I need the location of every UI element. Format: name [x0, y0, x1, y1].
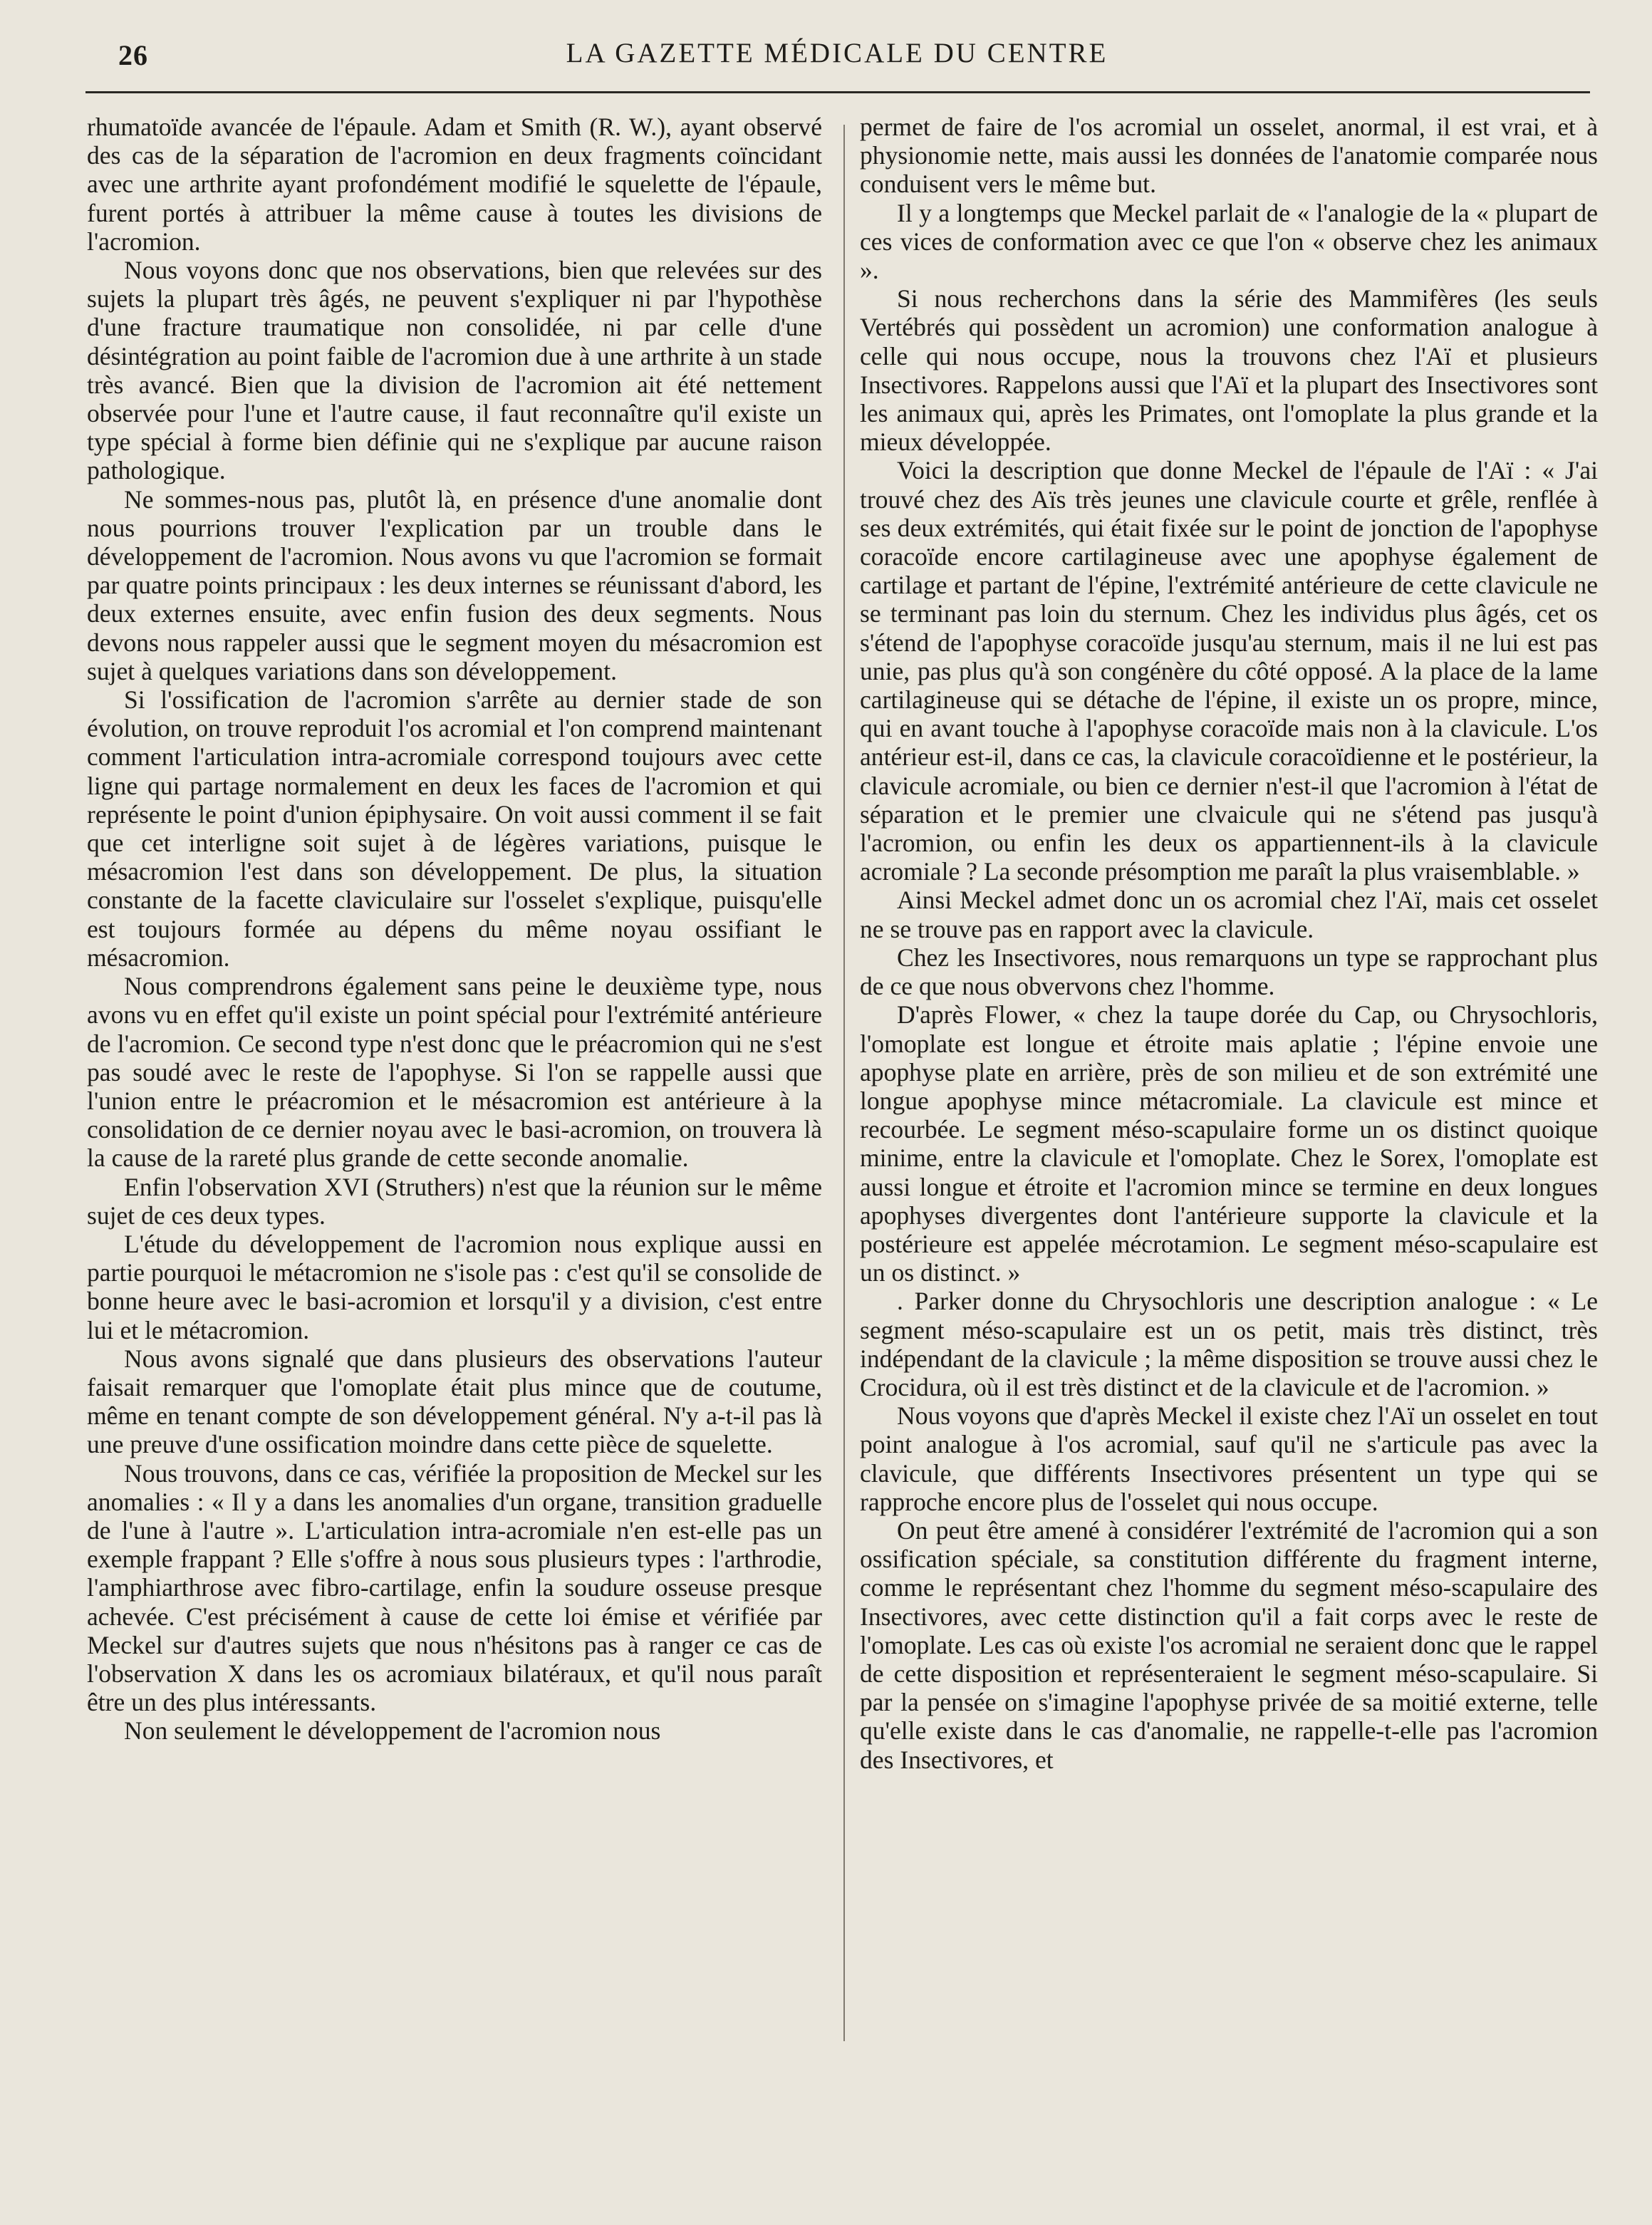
running-title: LA GAZETTE MÉDICALE DU CENTRE [566, 38, 1108, 68]
paragraph: Chez les Insectivores, nous remarquons un type se rapprochant plus de ce que nous obvervons chez l'homme. [860, 943, 1598, 1001]
paragraph: Ainsi Meckel admet donc un os acromial chez l'Aï, mais cet osselet ne se trouve pas en rapport avec la clavicule. [860, 886, 1598, 943]
paragraph: Nous voyons que d'après Meckel il existe chez l'Aï un osselet en tout point analogue à l'os acromial, sauf qu'il ne s'articule pas avec la clavicule, que différents Insectivores présentent un type qui se rapproche encore plus de l'osselet qui nous occupe. [860, 1401, 1598, 1516]
paragraph: Nous trouvons, dans ce cas, vérifiée la proposition de Meckel sur les anomalies : « Il y a dans les anomalies d'un organe, transition graduelle de l'une à l'autre ». L'articulation intra-acromiale n'en est-elle pas un exemple frappant ? Elle s'offre à nous sous plusieurs types : l'arthrodie, l'amphiarthrose avec fibro-cartilage, enfin la soudure osseuse presque achevée. C'est précisément à cause de cette loi émise et vérifiée par Meckel sur d'autres sujets que nous n'hésitons pas à ranger ce cas de l'observation X dans les os acromiaux bilatéraux, et qu'il nous paraît être un des plus intéressants. [87, 1458, 822, 1717]
paragraph: Nous voyons donc que nos observations, bien que relevées sur des sujets la plupart très âgés, ne peuvent s'expliquer ni par l'hypothèse d'une fracture traumatique non consolidée, ni par celle d'une désintégration au point faible de l'acromion due à une arthrite à un stade très avancé. Bien que la division de l'acromion ait été nettement observée pour l'une et l'autre cause, il faut reconnaître qu'il existe un type spécial à forme bien définie qui ne s'explique par aucune raison pathologique. [87, 256, 822, 485]
header-rule [85, 91, 1590, 93]
paragraph: Nous comprendrons également sans peine le deuxième type, nous avons vu en effet qu'il existe un point spécial pour l'extrémité antérieure de l'acromion. Ce second type n'est donc que le préacromion qui ne s'est pas soudé avec le reste de l'apophyse. Si l'on se rappelle aussi que l'union entre le préacromion et le mésacromion est antérieure à la consolidation de ce dernier noyau avec le basi-acromion, on trouvera là la cause de la rareté plus grande de cette seconde anomalie. [87, 972, 822, 1173]
right-column [860, 113, 1598, 1774]
paragraph: Si l'ossification de l'acromion s'arrête au dernier stade de son évolution, on trouve reproduit l'os acromial et l'on comprend maintenant comment l'articulation intra-acromiale correspond toujours avec cette ligne qui partage normalement en deux les faces de l'acromion et qui représente le point d'union épiphysaire. On voit aussi comment il se fait que cet interligne soit sujet à de légères variations, puisque le mésacromion l'est dans son développement. De plus, la situation constante de la facette claviculaire sur l'osselet s'explique, puisqu'elle est toujours formée au dépens du même noyau ossifiant le mésacromion. [87, 685, 822, 972]
left-column [87, 113, 822, 1746]
paragraph: . Parker donne du Chrysochloris une description analogue : « Le segment méso-scapulaire est un os petit, mais très distinct, très indépendant de la clavicule ; la même disposition se trouve aussi chez le Crocidura, où il est très distinct et de la clavicule et de l'acromion. » [860, 1287, 1598, 1401]
page-number: 26 [118, 39, 148, 71]
page-header [85, 36, 1589, 76]
paragraph: Il y a longtemps que Meckel parlait de « l'analogie de la « plupart de ces vices de conformation avec ce que l'on « observe chez les animaux ». [860, 198, 1598, 285]
paragraph: rhumatoïde avancée de l'épaule. Adam et Smith (R. W.), ayant observé des cas de la séparation de l'acromion en deux fragments coïncidant avec une arthrite ayant profondément modifié le squelette de l'épaule, furent portés à attribuer la même cause à toutes les divisions de l'acromion. [87, 113, 822, 256]
paragraph: Si nous recherchons dans la série des Mammifères (les seuls Vertébrés qui possèdent un acromion) une conformation analogue à celle qui nous occupe, nous la trouvons chez l'Aï et plusieurs Insectivores. Rappelons aussi que l'Aï et la plupart des Insectivores sont les animaux qui, après les Primates, ont l'omoplate la plus grande et la mieux développée. [860, 284, 1598, 457]
paragraph: Non seulement le développement de l'acromion nous [124, 1716, 661, 1746]
paragraph: Enfin l'observation XVI (Struthers) n'est que la réunion sur le même sujet de ces deux types. [87, 1172, 822, 1230]
paragraph: D'après Flower, « chez la taupe dorée du Cap, ou Chrysochloris, l'omoplate est longue et étroite mais aplatie ; l'épine envoie une apophyse plate en arrière, près de son milieu et de son extrémité une longue apophyse mince métacromiale. La clavicule est mince et recourbée. Le segment méso-scapulaire forme un os distinct quoique minime, entre la clavicule et l'omoplate. Chez le Sorex, l'omoplate est aussi longue et étroite et l'acromion mince se termine en deux longues apophyses divergentes dont l'antérieure supporte la clavicule et la postérieure est appelée mécrotamion. Le segment méso-scapulaire est un os distinct. » [860, 1000, 1598, 1287]
paragraph: Voici la description que donne Meckel de l'épaule de l'Aï : « J'ai trouvé chez des Aïs très jeunes une clavicule courte et grêle, renflée à ses deux extrémités, qui était fixée sur le point de jonction de l'apophyse coracoïde encore cartilagineuse avec une apophyse également de cartilage et partant de l'épine, l'extrémité antérieure de cette clavicule ne se terminant pas loin du sternum. Chez les individus plus âgés, cet os s'étend de l'apophyse coracoïde jusqu'au sternum, mais il ne lui est pas unie, pas plus qu'à son congénère du côté opposé. A la place de la lame cartilagineuse qui se détache de l'épine, il existe un os propre, mince, qui en avant touche à l'apophyse coracoïde mais non à la clavicule. L'os antérieur est-il, dans ce cas, la clavicule coracoïdienne et le postérieur, la clavicule acromiale, ou bien ce dernier n'est-il que l'acromion à l'état de séparation et le premier une clvaicule qui ne s'étend pas jusqu'à l'acromion, ou enfin les deux os appartiennent-ils à la clavicule acromiale ? La seconde présomption me paraît la plus vraisemblable. » [860, 456, 1598, 886]
paragraph: L'étude du développement de l'acromion nous explique aussi en partie pourquoi le métacromion ne s'isole pas : c'est qu'il se consolide de bonne heure avec le basi-acromion et lorsqu'il y a division, c'est entre lui et le métacromion. [87, 1229, 822, 1344]
column-divider [843, 125, 845, 2041]
paragraph: Ne sommes-nous pas, plutôt là, en présence d'une anomalie dont nous pourrions trouver l'explication par un trouble dans le développement de l'acromion. Nous avons vu que l'acromion se formait par quatre points principaux : les deux internes se réunissant d'abord, les deux externes ensuite, avec enfin fusion des deux segments. Nous devons nous rappeler aussi que le segment moyen du mésacromion est sujet à quelques variations dans son développement. [87, 484, 822, 685]
paragraph: On peut être amené à considérer l'extrémité de l'acromion qui a son ossification spéciale, sa constitution différente du fragment interne, comme le représentant chez l'homme du segment méso-scapulaire des Insectivores, avec cette distinction qu'il a fait corps avec le reste de l'omoplate. Les cas où existe l'os acromial ne seraient donc que le rappel de cette disposition et représenteraient le segment méso-scapulaire. Si par la pensée on s'imagine l'apophyse privée de sa moitié externe, telle qu'elle existe dans le cas d'anomalie, ne rappelle-t-elle pas l'acromion des Insectivores, et [860, 1515, 1598, 1774]
paragraph: permet de faire de l'os acromial un osselet, anormal, il est vrai, et à physionomie nette, mais aussi les données de l'anatomie comparée nous conduisent vers le même but. [860, 113, 1598, 199]
paragraph: Nous avons signalé que dans plusieurs des observations l'auteur faisait remarquer que l'omoplate était plus mince que de coutume, même en tenant compte de son développement général. N'y a-t-il pas là une preuve d'une ossification moindre dans cette pièce de squelette. [87, 1344, 822, 1459]
